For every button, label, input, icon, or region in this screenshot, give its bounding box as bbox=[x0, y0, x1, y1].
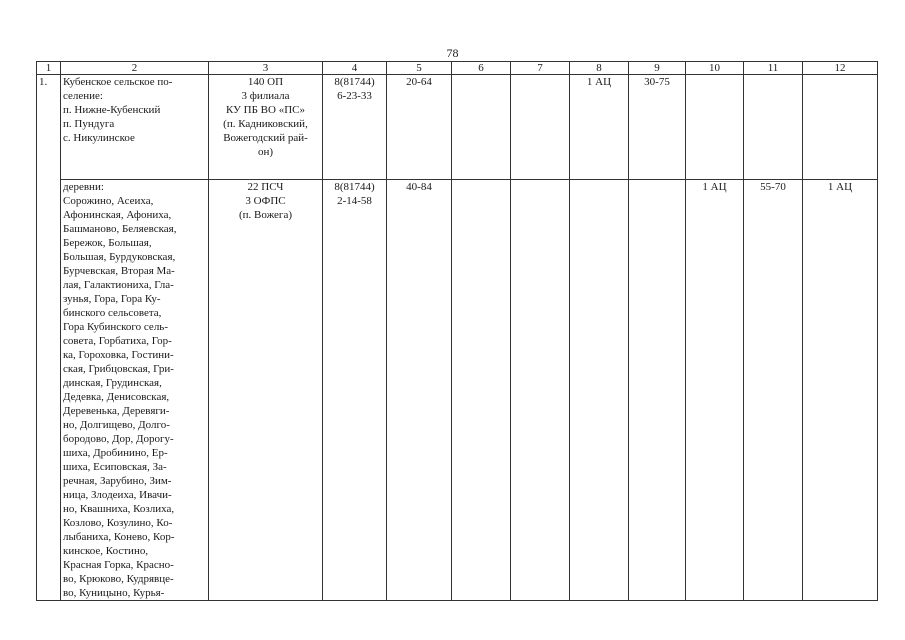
col-header-7: 7 bbox=[511, 62, 570, 75]
fire-unit-cell bbox=[209, 75, 323, 180]
col-header-6: 6 bbox=[452, 62, 511, 75]
settlement-line: Кубенское сельское по- bbox=[63, 76, 173, 88]
village-line: бинского сельсовета, bbox=[63, 307, 162, 319]
fire-unit-line: он) bbox=[257, 146, 274, 158]
fire-unit-line: Вожегодский рай- bbox=[223, 132, 308, 144]
col-header-9: 9 bbox=[629, 62, 686, 75]
fire-unit-line: (п. Кадниковский, bbox=[223, 118, 308, 130]
col11-cell: 55-70 bbox=[744, 180, 803, 601]
page-number: 78 bbox=[446, 46, 459, 60]
village-line: но, Квашниха, Козлиха, bbox=[63, 503, 175, 515]
village-line: Гора Кубинского сель- bbox=[63, 321, 168, 333]
village-line: во, Крюково, Кудрявце- bbox=[63, 573, 174, 585]
village-line: Козлово, Козулино, Ко- bbox=[63, 517, 173, 529]
settlement-line: п. Пундуга bbox=[63, 118, 115, 130]
phone-line: 8(81744) bbox=[334, 181, 375, 193]
col7-cell bbox=[511, 180, 570, 601]
village-line: бородово, Дор, Дорогу- bbox=[63, 433, 174, 445]
village-line: кинское, Костино, bbox=[63, 545, 149, 557]
village-line: динская, Грудинская, bbox=[63, 377, 162, 389]
column-number-row bbox=[37, 62, 878, 75]
village-line: во, Куницыно, Курья- bbox=[63, 587, 165, 599]
col-header-2: 2 bbox=[61, 62, 209, 75]
col10-cell: 1 АЦ bbox=[686, 180, 744, 601]
phone-cell bbox=[323, 180, 387, 601]
settlement-cell bbox=[61, 75, 209, 180]
col5-cell: 20-64 bbox=[387, 75, 452, 180]
col8-cell bbox=[570, 180, 629, 601]
phone-line: 2-14-58 bbox=[337, 195, 372, 207]
row-number: 1. bbox=[37, 75, 61, 601]
settlement-line: п. Нижне-Кубенский bbox=[63, 104, 161, 116]
village-line: но, Долгищево, Долго- bbox=[63, 419, 170, 431]
col5-cell: 40-84 bbox=[387, 180, 452, 601]
settlement-line: селение: bbox=[63, 90, 103, 102]
col-header-1: 1 bbox=[37, 62, 61, 75]
village-line: Сорожино, Асеиха, bbox=[63, 195, 154, 207]
col-header-4: 4 bbox=[323, 62, 387, 75]
fire-coverage-table bbox=[36, 61, 878, 601]
col-header-5: 5 bbox=[387, 62, 452, 75]
fire-unit-line: КУ ПБ ВО «ПС» bbox=[226, 104, 305, 116]
village-line: речная, Зарубино, Зим- bbox=[63, 475, 172, 487]
col12-cell bbox=[803, 75, 878, 180]
col11-cell bbox=[744, 75, 803, 180]
phone-line: 8(81744) bbox=[334, 76, 375, 88]
fire-unit-cell bbox=[209, 180, 323, 601]
col-header-12: 12 bbox=[803, 62, 878, 75]
col7-cell bbox=[511, 75, 570, 180]
village-line: деревни: bbox=[63, 181, 104, 193]
col10-cell bbox=[686, 75, 744, 180]
village-line: ка, Гороховка, Гостини- bbox=[63, 349, 174, 361]
col-header-8: 8 bbox=[570, 62, 629, 75]
col9-cell: 30-75 bbox=[629, 75, 686, 180]
col-header-3: 3 bbox=[209, 62, 323, 75]
phone-cell bbox=[323, 75, 387, 180]
fire-unit-line: (п. Вожега) bbox=[238, 209, 292, 221]
village-line: совета, Горбатиха, Гор- bbox=[63, 335, 172, 347]
fire-unit-line: 3 ОФПС bbox=[245, 195, 286, 207]
col8-cell: 1 АЦ bbox=[570, 75, 629, 180]
villages-cell bbox=[61, 180, 209, 601]
table-row bbox=[37, 75, 878, 180]
village-line: Большая, Бурдуковская, bbox=[63, 251, 176, 263]
village-line: Дедевка, Денисовская, bbox=[63, 391, 170, 403]
village-line: Бережок, Большая, bbox=[63, 237, 152, 249]
col6-cell bbox=[452, 180, 511, 601]
fire-unit-line: 22 ПСЧ bbox=[247, 181, 284, 193]
fire-unit-line: 3 филиала bbox=[241, 90, 290, 102]
phone-line: 6-23-33 bbox=[337, 90, 372, 102]
col-header-11: 11 bbox=[744, 62, 803, 75]
village-line: Афонинская, Афониха, bbox=[63, 209, 172, 221]
village-line: лая, Галактиониха, Гла- bbox=[63, 279, 174, 291]
village-line: лыбаниха, Конево, Кор- bbox=[63, 531, 175, 543]
village-line: ница, Злодеиха, Ивачи- bbox=[63, 489, 172, 501]
village-line: ская, Грибцовская, Гри- bbox=[63, 363, 174, 375]
fire-unit-line: 140 ОП bbox=[247, 76, 284, 88]
village-line: шиха, Есиповская, За- bbox=[63, 461, 167, 473]
col-header-10: 10 bbox=[686, 62, 744, 75]
village-line: шиха, Дробинино, Ер- bbox=[63, 447, 168, 459]
col12-cell: 1 АЦ bbox=[803, 180, 878, 601]
village-line: Бурчевская, Вторая Ма- bbox=[63, 265, 175, 277]
table-row bbox=[37, 180, 878, 601]
village-line: Деревенька, Деревяги- bbox=[63, 405, 170, 417]
village-line: Красная Горка, Красно- bbox=[63, 559, 174, 571]
settlement-line: с. Никулинское bbox=[63, 132, 135, 144]
col9-cell bbox=[629, 180, 686, 601]
col6-cell bbox=[452, 75, 511, 180]
village-line: Башманово, Беляевская, bbox=[63, 223, 177, 235]
village-line: зунья, Гора, Гора Ку- bbox=[63, 293, 161, 305]
